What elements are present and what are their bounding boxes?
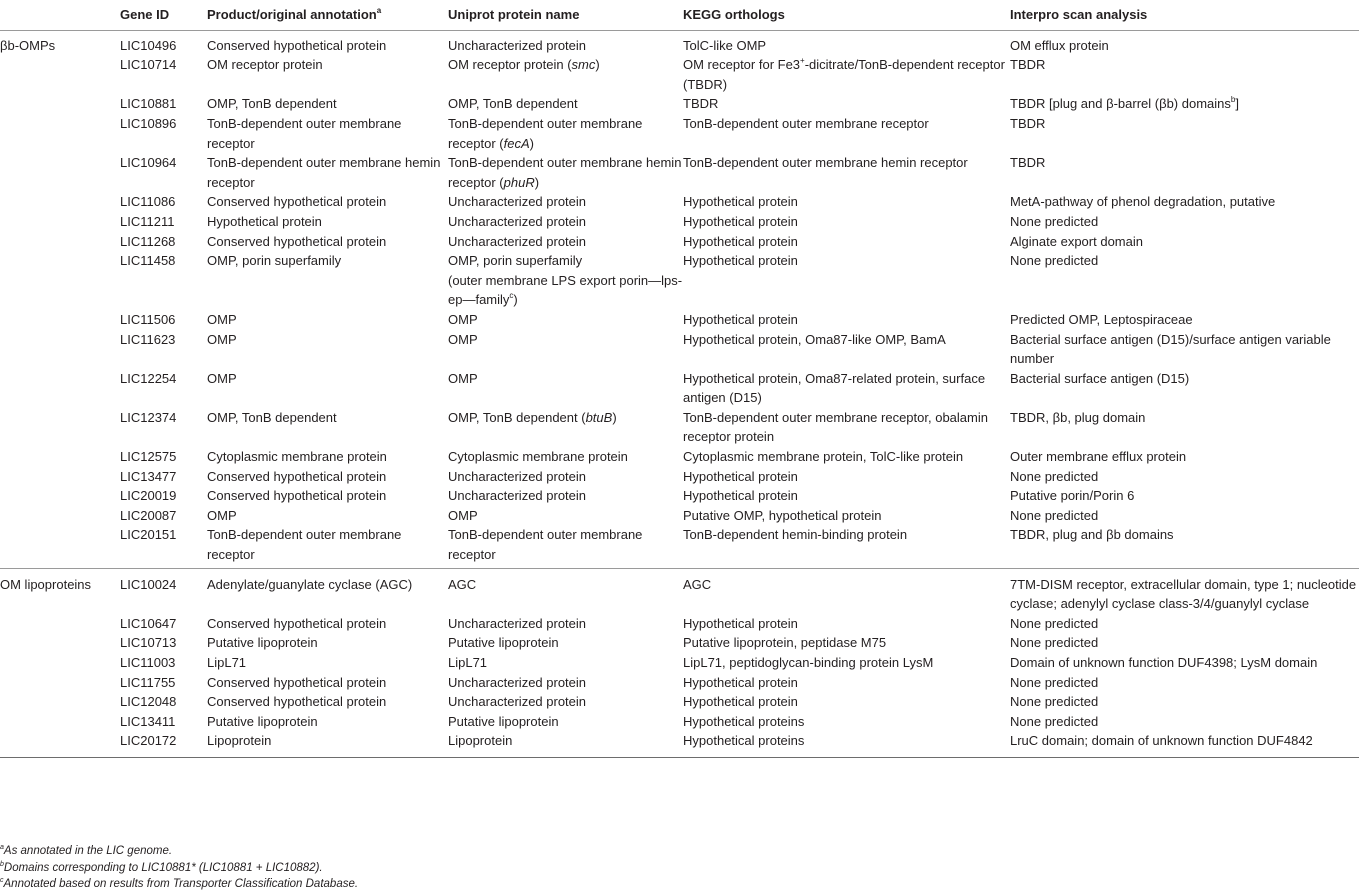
gene-id-cell: LIC12374 — [120, 409, 177, 425]
gene-id-cell: LIC10713 — [120, 635, 177, 651]
group-label-cell — [0, 506, 120, 526]
gene-id-cell: LIC20151 — [120, 527, 177, 543]
header-product-footnote-mark: a — [376, 5, 382, 15]
table-row — [0, 232, 1359, 252]
group-label-cell: βb-OMPs — [0, 37, 56, 53]
group-label-cell — [0, 310, 120, 330]
table-row — [0, 153, 1359, 192]
gene-id-cell: LIC20087 — [120, 507, 177, 523]
interpro-cell: None predicted — [1010, 694, 1099, 710]
group-label-cell — [0, 408, 120, 447]
table-row — [0, 251, 1359, 310]
product-cell: TonB-dependent outer membrane receptor — [207, 115, 402, 151]
gene-id-cell: LIC12254 — [120, 370, 177, 386]
interpro-cell: Bacterial surface antigen (D15) — [1010, 370, 1190, 386]
group-label-cell — [0, 212, 120, 232]
interpro-cell: TBDR [plug and β-barrel (βb) domains$^b$] — [1010, 95, 1239, 112]
group-label-cell — [0, 114, 120, 153]
group-label-cell — [0, 692, 120, 712]
kegg-cell: TonB-dependent outer membrane receptor — [683, 115, 929, 131]
table-row — [0, 30, 1359, 55]
product-cell: Lipoprotein — [207, 733, 272, 749]
kegg-cell: AGC — [683, 576, 712, 592]
kegg-cell: Hypothetical protein — [683, 468, 798, 484]
table-row — [0, 408, 1359, 447]
header-gene-id: Gene ID — [120, 7, 170, 22]
table-row — [0, 330, 1359, 369]
uniprot-cell: Uncharacterized protein — [448, 674, 587, 690]
gene-id-cell: LIC11211 — [120, 213, 175, 229]
group-label-cell — [0, 731, 120, 757]
group-label-cell — [0, 712, 120, 732]
table-row — [0, 614, 1359, 634]
interpro-cell: MetA-pathway of phenol degradation, putative — [1010, 194, 1276, 210]
group-label-cell — [0, 486, 120, 506]
header-product-label: Product/original annotation — [207, 7, 377, 22]
uniprot-cell: Cytoplasmic membrane protein — [448, 449, 628, 465]
uniprot-cell: OMP, TonB dependent — [448, 96, 578, 112]
interpro-cell: TBDR, βb, plug domain — [1010, 409, 1146, 425]
kegg-cell: Cytoplasmic membrane protein, TolC-like protein — [683, 449, 964, 465]
table-row — [0, 568, 1359, 614]
product-cell: Cytoplasmic membrane protein — [207, 449, 387, 465]
group-label-cell — [0, 55, 120, 94]
header-kegg: KEGG orthologs — [683, 7, 785, 22]
gene-id-cell: LIC20019 — [120, 488, 177, 504]
gene-id-cell: LIC10881 — [120, 96, 177, 112]
product-cell: TonB-dependent outer membrane hemin receptor — [207, 155, 441, 190]
product-cell: Conserved hypothetical protein — [207, 233, 387, 249]
kegg-cell: LipL71, peptidoglycan-binding protein LysM — [683, 655, 934, 670]
group-label-cell — [0, 447, 120, 467]
interpro-cell: Outer membrane efflux protein — [1010, 449, 1187, 465]
group-label-cell — [0, 192, 120, 212]
product-cell: Conserved hypothetical protein — [207, 615, 387, 631]
product-cell: OMP — [207, 370, 237, 386]
header-row — [0, 5, 1359, 30]
group-label-cell — [0, 369, 120, 408]
footnote — [0, 860, 1359, 877]
footnote-text: Annotated based on results from Transporter Classification Database. — [3, 878, 359, 890]
interpro-cell: None predicted — [1010, 713, 1099, 729]
product-cell: OMP — [207, 311, 237, 327]
interpro-cell: TBDR — [1010, 57, 1046, 73]
table-row — [0, 712, 1359, 732]
interpro-cell: Domain of unknown function DUF4398; LysM domain — [1010, 655, 1318, 670]
uniprot-cell: Uncharacterized protein — [448, 615, 587, 631]
uniprot-cell: OM receptor protein (smc) — [448, 57, 600, 73]
kegg-cell: Hypothetical protein — [683, 674, 798, 690]
uniprot-cell: OMP, porin superfamily (outer membrane LPS export porin—lps-ep—family$^c$) — [448, 253, 683, 308]
product-cell: Conserved hypothetical protein — [207, 194, 387, 210]
gene-id-cell: LIC20172 — [120, 733, 177, 749]
interpro-cell: None predicted — [1010, 253, 1099, 269]
kegg-cell: TonB-dependent outer membrane hemin receptor — [683, 155, 968, 171]
header-interpro: Interpro scan analysis — [1010, 7, 1148, 22]
kegg-cell: TBDR — [683, 96, 719, 112]
footnote — [0, 843, 1359, 860]
product-cell: Conserved hypothetical protein — [207, 694, 387, 710]
uniprot-cell: Uncharacterized protein — [448, 37, 587, 53]
interpro-cell: Putative porin/Porin 6 — [1010, 488, 1135, 504]
table-row — [0, 94, 1359, 114]
group-label-cell: OM lipoproteins — [0, 576, 92, 592]
gene-id-cell: LIC11268 — [120, 233, 176, 249]
gene-id-cell: LIC11458 — [120, 253, 176, 269]
uniprot-cell: TonB-dependent outer membrane receptor — [448, 527, 643, 563]
uniprot-cell: Uncharacterized protein — [448, 488, 587, 504]
interpro-cell: None predicted — [1010, 468, 1099, 484]
product-cell: OM receptor protein — [207, 57, 323, 73]
uniprot-cell: AGC — [448, 576, 477, 592]
table-header — [0, 5, 1359, 30]
footnote-mark: c — [0, 877, 4, 885]
kegg-cell: TonB-dependent outer membrane receptor, obalamin receptor protein — [683, 409, 988, 445]
table-row — [0, 692, 1359, 712]
product-cell: OMP — [207, 507, 237, 523]
gene-id-cell: LIC10896 — [120, 115, 177, 131]
group-label-cell — [0, 251, 120, 310]
interpro-cell: None predicted — [1010, 615, 1099, 631]
uniprot-cell: OMP — [448, 331, 478, 347]
kegg-cell: Hypothetical protein — [683, 694, 798, 710]
uniprot-cell: Lipoprotein — [448, 733, 513, 749]
table-row — [0, 447, 1359, 467]
uniprot-cell: Putative lipoprotein — [448, 713, 559, 729]
kegg-cell: OM receptor for Fe3+-dicitrate/TonB-dependent receptor (TBDR) — [683, 55, 1005, 92]
interpro-cell: None predicted — [1010, 674, 1099, 690]
interpro-cell: Predicted OMP, Leptospiraceae — [1010, 311, 1193, 327]
table-row — [0, 114, 1359, 153]
table-row — [0, 212, 1359, 232]
kegg-cell: Hypothetical protein, Oma87-like OMP, BamA — [683, 331, 946, 347]
gene-id-cell: LIC11086 — [120, 194, 176, 210]
product-cell: Conserved hypothetical protein — [207, 488, 387, 504]
group-label-cell — [0, 94, 120, 114]
uniprot-cell: Uncharacterized protein — [448, 233, 587, 249]
product-cell: Conserved hypothetical protein — [207, 468, 387, 484]
product-cell: Conserved hypothetical protein — [207, 674, 387, 690]
product-cell: Hypothetical protein — [207, 213, 322, 229]
uniprot-cell: OMP — [448, 370, 478, 386]
interpro-cell: LruC domain; domain of unknown function DUF4842 — [1010, 733, 1313, 749]
gene-id-cell: LIC10964 — [120, 155, 177, 171]
interpro-cell: None predicted — [1010, 635, 1099, 651]
interpro-cell: TBDR — [1010, 155, 1046, 171]
table-row — [0, 55, 1359, 94]
table-row — [0, 653, 1359, 673]
uniprot-cell: TonB-dependent outer membrane receptor (fecA) — [448, 115, 643, 151]
group-label-cell — [0, 153, 120, 192]
interpro-cell: Bacterial surface antigen (D15)/surface antigen variable number — [1010, 331, 1331, 367]
kegg-cell: Putative OMP, hypothetical protein — [683, 507, 882, 523]
table-group — [0, 30, 1359, 568]
uniprot-cell: Putative lipoprotein — [448, 635, 559, 651]
interpro-cell: Alginate export domain — [1010, 233, 1143, 249]
gene-id-cell: LIC13477 — [120, 468, 177, 484]
uniprot-cell: LipL71 — [448, 655, 488, 670]
group-label-cell — [0, 467, 120, 487]
gene-id-cell: LIC10024 — [120, 576, 177, 592]
interpro-cell: None predicted — [1010, 213, 1099, 229]
product-cell: OMP, TonB dependent — [207, 96, 337, 112]
kegg-cell: Hypothetical proteins — [683, 713, 805, 729]
uniprot-cell: OMP — [448, 507, 478, 523]
table-row — [0, 192, 1359, 212]
gene-id-cell: LIC12575 — [120, 449, 177, 465]
product-cell: OMP — [207, 331, 237, 347]
gene-table — [0, 5, 1359, 758]
gene-id-cell: LIC11506 — [120, 311, 176, 327]
interpro-cell: TBDR — [1010, 115, 1046, 131]
kegg-cell: Hypothetical protein — [683, 253, 798, 269]
uniprot-cell: OMP, TonB dependent (btuB) — [448, 409, 617, 425]
table-row — [0, 731, 1359, 757]
interpro-cell: TBDR, plug and βb domains — [1010, 527, 1174, 543]
kegg-cell: Hypothetical proteins — [683, 733, 805, 749]
kegg-cell: TolC-like OMP — [683, 37, 767, 53]
product-cell: Conserved hypothetical protein — [207, 37, 387, 53]
gene-id-cell: LIC10714 — [120, 57, 177, 73]
table-row — [0, 310, 1359, 330]
gene-id-cell: LIC10496 — [120, 37, 177, 53]
group-label-cell — [0, 653, 120, 673]
product-cell: Putative lipoprotein — [207, 713, 318, 729]
uniprot-cell: Uncharacterized protein — [448, 194, 587, 210]
table-row — [0, 486, 1359, 506]
kegg-cell: Hypothetical protein, Oma87-related protein, surface antigen (D15) — [683, 370, 986, 406]
footnote-mark: a — [0, 844, 4, 852]
table-group — [0, 568, 1359, 757]
kegg-cell: Hypothetical protein — [683, 194, 798, 210]
table-row — [0, 467, 1359, 487]
kegg-cell: Hypothetical protein — [683, 213, 798, 229]
product-cell: OMP, TonB dependent — [207, 409, 337, 425]
footnote-text: Domains corresponding to LIC10881* (LIC10881 + LIC10882). — [3, 861, 323, 874]
group-label-cell — [0, 330, 120, 369]
table-row — [0, 369, 1359, 408]
footnote — [0, 876, 1359, 893]
interpro-cell: None predicted — [1010, 507, 1099, 523]
kegg-cell: Hypothetical protein — [683, 615, 798, 631]
kegg-cell: Hypothetical protein — [683, 488, 798, 504]
interpro-cell: OM efflux protein — [1010, 37, 1109, 53]
gene-id-cell: LIC11003 — [120, 655, 176, 670]
uniprot-cell: OMP — [448, 311, 478, 327]
kegg-cell: TonB-dependent hemin-binding protein — [683, 527, 908, 543]
uniprot-cell: TonB-dependent outer membrane hemin receptor (phuR) — [448, 155, 682, 190]
group-label-cell — [0, 614, 120, 634]
gene-id-cell: LIC10647 — [120, 615, 177, 631]
uniprot-cell: Uncharacterized protein — [448, 694, 587, 710]
group-label-cell — [0, 525, 120, 568]
group-label-cell — [0, 633, 120, 653]
table-row — [0, 506, 1359, 526]
header-uniprot: Uniprot protein name — [448, 7, 580, 22]
uniprot-cell: Uncharacterized protein — [448, 213, 587, 229]
product-cell: OMP, porin superfamily — [207, 253, 342, 269]
group-label-cell — [0, 232, 120, 252]
header-group — [0, 5, 120, 30]
gene-id-cell: LIC11623 — [120, 331, 176, 347]
gene-id-cell: LIC11755 — [120, 674, 176, 690]
table-footnotes — [0, 843, 1359, 893]
interpro-cell: 7TM-DISM receptor, extracellular domain, type 1; nucleotide cyclase; adenylyl cyclase class-3/4/guanylyl cyclase — [1010, 576, 1357, 612]
product-cell: LipL71 — [207, 655, 247, 670]
kegg-cell: Putative lipoprotein, peptidase M75 — [683, 635, 887, 651]
table-row — [0, 673, 1359, 693]
footnote-text: As annotated in the LIC genome. — [3, 845, 173, 857]
table-row — [0, 525, 1359, 568]
gene-id-cell: LIC13411 — [120, 713, 176, 729]
header-product — [207, 5, 448, 30]
product-cell: Putative lipoprotein — [207, 635, 318, 651]
table-row — [0, 633, 1359, 653]
product-cell: Adenylate/guanylate cyclase (AGC) — [207, 576, 413, 592]
kegg-cell: Hypothetical protein — [683, 233, 798, 249]
group-label-cell — [0, 673, 120, 693]
product-cell: TonB-dependent outer membrane receptor — [207, 527, 402, 563]
footnote-mark: b — [0, 860, 4, 868]
kegg-cell: Hypothetical protein — [683, 311, 798, 327]
uniprot-cell: Uncharacterized protein — [448, 468, 587, 484]
gene-id-cell: LIC12048 — [120, 694, 177, 710]
